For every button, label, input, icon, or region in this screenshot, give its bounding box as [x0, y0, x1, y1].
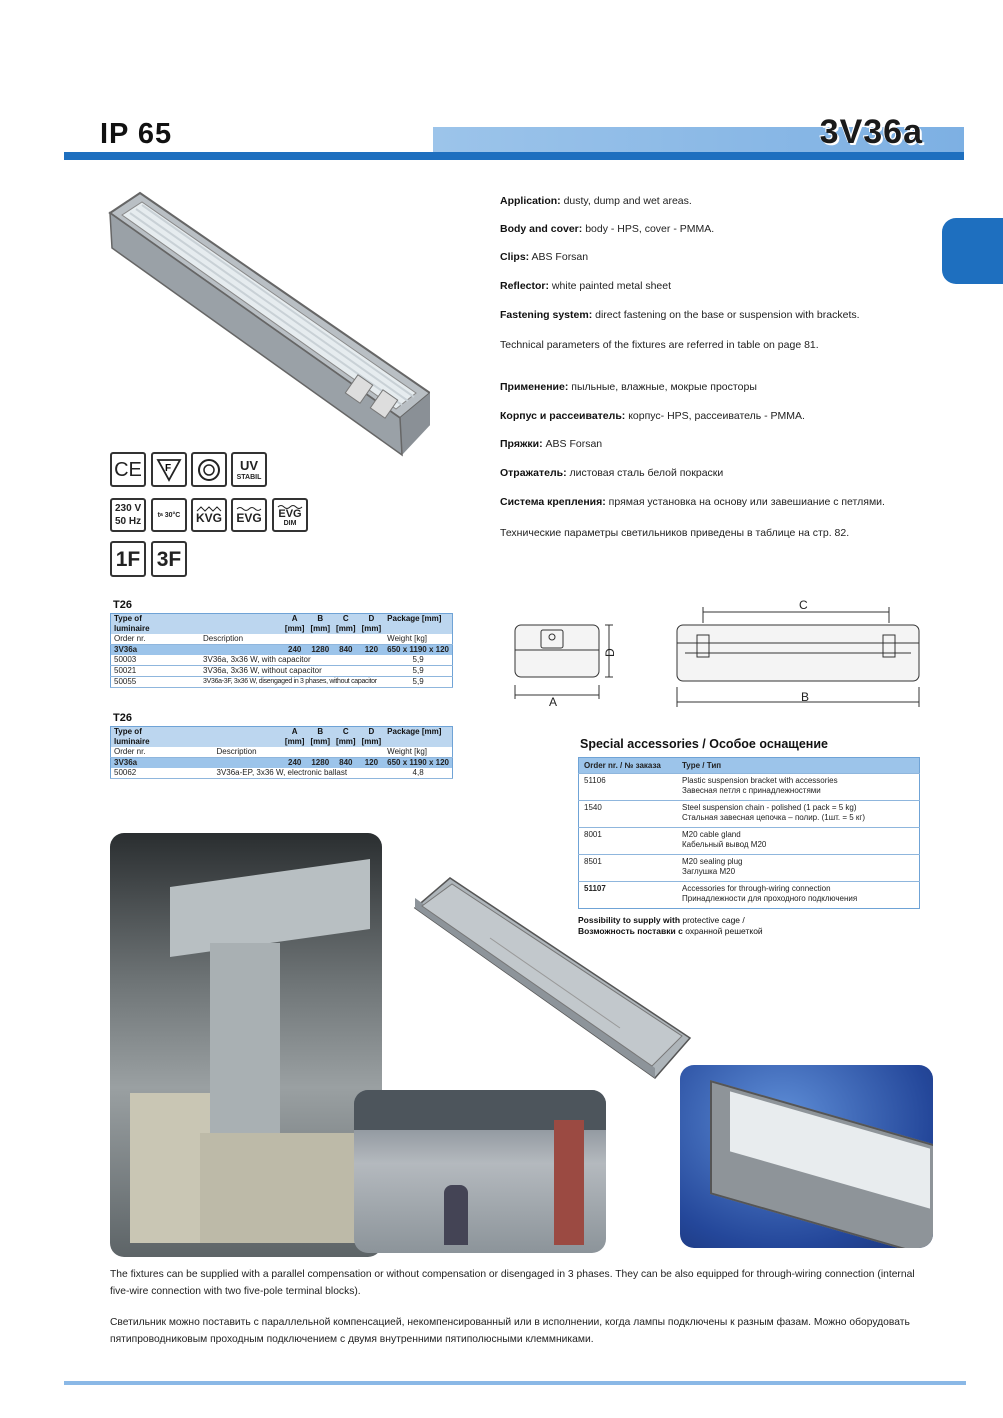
- table-title: T26: [113, 712, 132, 724]
- dim-d-label: D: [603, 648, 617, 657]
- table-row: 51107 Accessories for through-wiring connection Принадлежности для проходного подключения: [579, 882, 920, 909]
- spec-ru-body-cover: Корпус и рассеиватель: корпус- HPS, рассеиватель - PMMA.: [500, 410, 805, 422]
- table-row: 51106 Plastic suspension bracket with accessories Завесная петля с принадлежностями: [579, 774, 920, 801]
- industrial-room-photo: [110, 833, 382, 1257]
- dim-a-label: A: [549, 695, 558, 709]
- spec-ru-reflector: Отражатель: листовая сталь белой покраски: [500, 467, 724, 479]
- svg-text:F: F: [165, 462, 172, 474]
- table-title: T26: [113, 599, 132, 611]
- accessories-table: Order nr. / № заказа Type / Тип 51106 Plastic suspension bracket with accessories Завесная петля с принадлежностями 1540 Steel suspension chain - polished (1 pack = 5 kg) Стальная завесная цепочка – полир. (1шт. = 5 кг) 8001 M20 cable gland Кабельный вывод М20 8501 M20 sealing plug Заглушка М20 51107 Accessories for through-wiring connection Принадлежности для проходного подключения: [578, 757, 920, 909]
- spec-note-en: Technical parameters of the fixtures are referred in table on page 81.: [500, 339, 819, 351]
- voltage-icon: 230 V 50 Hz: [110, 498, 146, 532]
- single-phase-icon: 1F: [110, 541, 146, 577]
- table-row: 8001 M20 cable gland Кабельный вывод М20: [579, 828, 920, 855]
- spec-fastening: Fastening system: direct fastening on the base or suspension with brackets.: [500, 309, 860, 321]
- table-row: 1540 Steel suspension chain - polished (1 pack = 5 kg) Стальная завесная цепочка – полир. (1шт. = 5 кг): [579, 801, 920, 828]
- uv-stabil-icon: UV STABIL: [231, 452, 267, 487]
- kvg-icon: KVG: [191, 498, 227, 532]
- dim-c-label: C: [799, 598, 808, 612]
- spec-note-ru: Технические параметры светильников приведены в таблице на стр. 82.: [500, 527, 850, 539]
- model-title: 3V36a: [819, 113, 923, 151]
- spec-body-cover: Body and cover: body - HPS, cover - PMMA.: [500, 223, 715, 235]
- footer-text-en: The fixtures can be supplied with a parallel compensation or without compensation or disengaged in 3 phases. They can be also equipped for through-wiring connection (internal five-wire connection with two five-pole terminal blocks).: [110, 1269, 915, 1297]
- accessories-title: Special accessories / Особое оснащение: [580, 737, 828, 751]
- f-mark-icon: [151, 452, 187, 487]
- spec-application: Application: dusty, dump and wet areas.: [500, 195, 692, 207]
- table-row: 50003 3V36a, 3x36 W, with capacitor 5,9: [111, 655, 453, 666]
- dim-b-label: B: [801, 690, 810, 704]
- closed-luminaire-photo: [410, 868, 700, 1083]
- footer-text-ru: Светильник можно поставить с параллельной компенсацией, некомпенсированный или в исполнении, когда лампы подключены к разным фазам. Можно оборудовать пятипроводниковым проходным подключением с двумя внутренними пятиполюсными клеммниками.: [110, 1317, 910, 1345]
- ip-rating: IP 65: [100, 118, 173, 150]
- table-row: 8501 M20 sealing plug Заглушка М20: [579, 855, 920, 882]
- spec-ru-clips: Пряжки: ABS Forsan: [500, 438, 603, 450]
- spec-ru-fastening: Система крепления: прямая установка на основу или завешиание с петлями.: [500, 496, 885, 508]
- evg-icon: EVG: [231, 498, 267, 532]
- ball-impact-icon: [191, 452, 227, 487]
- temperature-icon: t a 30°C: [151, 498, 187, 532]
- spec-clips: Clips: ABS Forsan: [500, 251, 589, 263]
- spec-reflector: Reflector: white painted metal sheet: [500, 280, 672, 292]
- table-row: 50062 3V36a-EP, 3x36 W, electronic ballast 4,8: [111, 768, 453, 779]
- dimension-drawing: [505, 595, 925, 710]
- section-tab: [942, 218, 1003, 284]
- evg-dim-icon: EVG DIM: [272, 498, 308, 532]
- protective-cage-note: Possibility to supply with protective cage / Возможность поставки с охранной решеткой: [578, 915, 763, 936]
- table-row: 50021 3V36a, 3x36 W, without capacitor 5,9: [111, 666, 453, 677]
- corridor-photo: [354, 1090, 606, 1253]
- header-rule: [64, 152, 964, 160]
- table-row: 50055 3V36a-3F, 3x36 W, disengaged in 3 phases, without capacitor 5,9: [111, 677, 453, 688]
- three-phase-icon: 3F: [151, 541, 187, 577]
- ce-mark-icon: CE: [110, 452, 146, 487]
- spec-ru-application: Применение: пыльные, влажные, мокрые простoры: [500, 381, 757, 393]
- spec-table-1: Type of A B C D Package [mm] luminaire [mm] [mm] [mm] [mm] Order nr. Description Weight [kg] 3V36a 240 1280 840 120 650 x 1190 x 120 50003 3V36a, 3x36 W, with capacitor 5,9 50021 3V36a, 3x36 W, without capacitor 5,9 50055 3V36a-3F, 3x36 W, disengaged in 3 phases, without capacitor 5,9: [110, 613, 453, 688]
- open-luminaire-photo: [680, 1065, 933, 1248]
- footer-rule: [64, 1381, 966, 1385]
- spec-table-2: Type of A B C D Package [mm] luminaire [mm] [mm] [mm] [mm] Order nr. Description Weight [kg] 3V36a 240 1280 840 120 650 x 1190 x 120 50062 3V36a-EP, 3x36 W, electronic ballast 4,8: [110, 726, 453, 779]
- luminaire-photo: [100, 185, 430, 475]
